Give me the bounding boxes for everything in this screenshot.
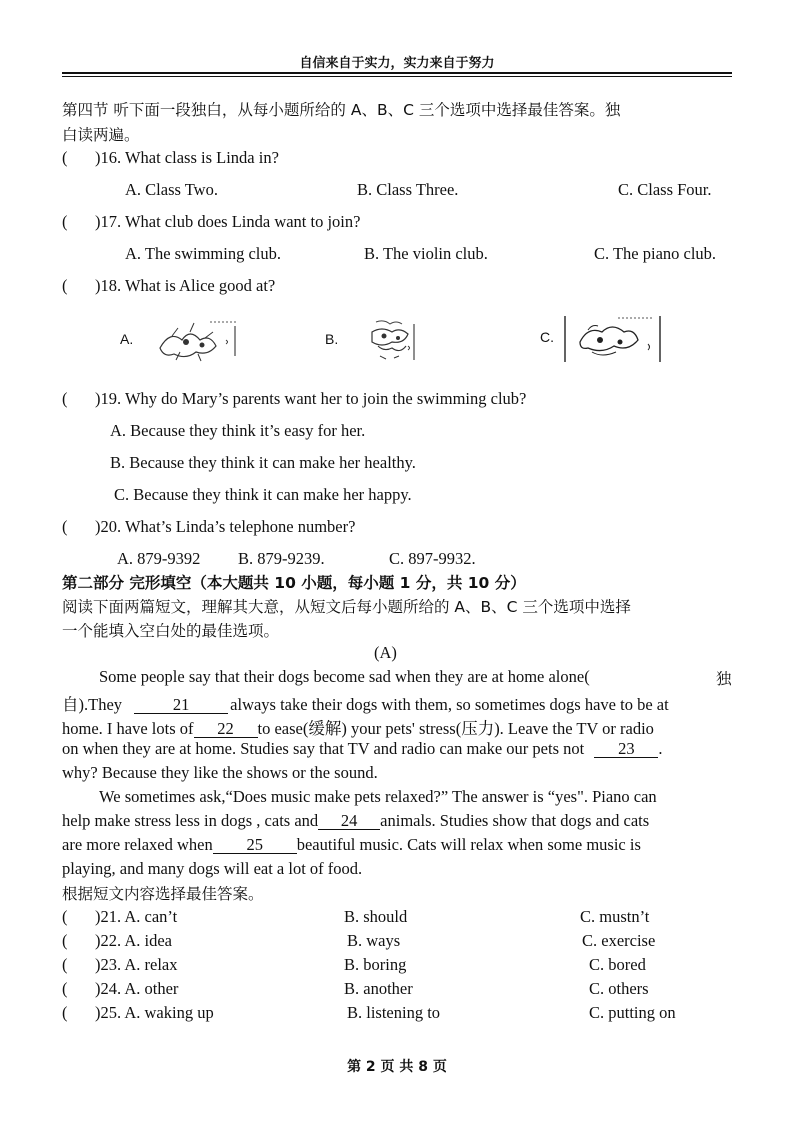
passage-line-2 — [62, 691, 669, 715]
passage-text: 自).They — [62, 695, 123, 714]
q19-option-c: C. Because they think it can make her happy. — [114, 485, 412, 504]
cloze-25-option-a: )25. A. waking up — [95, 1003, 214, 1022]
part2-instruction-line2: 一个能填入空白处的最佳选项。 — [62, 622, 280, 640]
q18-option-b-drawing-image — [358, 316, 428, 364]
q18-option-c-drawing-image — [562, 312, 665, 366]
part2-instruction-line1: 阅读下面两篇短文，理解其大意，从短文后每小题所给的 A、B、C 三个选项中选择 — [62, 598, 631, 616]
passage-cn-word: 独 — [716, 670, 732, 688]
cloze-25-paren: ( — [62, 1003, 68, 1022]
cloze-24-option-a: )24. A. other — [95, 979, 179, 998]
header-rule-thick — [62, 72, 732, 74]
q19-paren: ( — [62, 389, 68, 408]
passage-text: . — [658, 739, 663, 758]
cloze-25-option-b: B. listening to — [347, 1003, 441, 1022]
passage-line-5: why? Because they like the shows or the sound. — [62, 763, 378, 782]
passage-text: animals. Studies show that dogs and cats — [380, 811, 650, 830]
cloze-blank-25: 25 — [213, 836, 297, 854]
cloze-23-option-b: B. boring — [344, 955, 407, 974]
q20-option-a: A. 879-9392 — [117, 549, 201, 568]
cloze-blank-22: 22 — [194, 720, 258, 738]
q18-paren: ( — [62, 276, 68, 295]
section4-instruction-line1: 第四节 听下面一段独白，从每小题所给的 A、B、C 三个选项中选择最佳答案。独 — [62, 101, 621, 119]
cloze-25-option-c: C. putting on — [589, 1003, 676, 1022]
cloze-blank-24: 24 — [318, 812, 380, 830]
q16-option-b: B. Class Three. — [357, 180, 459, 199]
passage-label: (A) — [374, 643, 397, 662]
q20-paren: ( — [62, 517, 68, 536]
passage-line-9: playing, and many dogs will eat a lot of food. — [62, 859, 363, 878]
q17-option-a: A. The swimming club. — [125, 244, 281, 263]
q17-question: )17. What club does Linda want to join? — [95, 212, 361, 231]
passage-line-4 — [62, 739, 662, 759]
q19-option-b: B. Because they think it can make her healthy. — [110, 453, 416, 472]
passage-text: always take their dogs with them, so sometimes dogs have to be at — [230, 695, 669, 714]
cloze-21-option-a: )21. A. can’t — [95, 907, 178, 926]
header-rule-thin — [62, 76, 732, 77]
passage-text: to ease(缓解) your pets' stress(压力). Leave the TV or radio — [257, 719, 654, 738]
q18-option-a-drawing-image — [150, 318, 245, 364]
cloze-blank-21: 21 — [134, 696, 228, 714]
cloze-23-option-a: )23. A. relax — [95, 955, 178, 974]
cloze-24-option-c: C. others — [589, 979, 649, 998]
cloze-21-option-b: B. should — [344, 907, 408, 926]
passage-text: on when they are at home. Studies say that TV and radio can make our pets not — [62, 739, 585, 758]
cloze-23-paren: ( — [62, 955, 68, 974]
q18-option-b-label: B. — [325, 331, 339, 347]
passage-line-3 — [62, 715, 654, 739]
q18-option-c-label: C. — [540, 329, 554, 345]
choose-instruction: 根据短文内容选择最佳答案。 — [62, 885, 264, 903]
passage-line-6: We sometimes ask,“Does music make pets relaxed?” The answer is “yes". Piano can — [99, 787, 657, 806]
page-header-motto: 自信来自于实力，实力来自于努力 — [299, 56, 495, 71]
q17-paren: ( — [62, 212, 68, 231]
q20-option-c: C. 897-9932. — [389, 549, 476, 568]
cloze-22-option-c: C. exercise — [582, 931, 656, 950]
q16-paren: ( — [62, 148, 68, 167]
passage-text: home. I have lots of — [62, 719, 194, 738]
cloze-21-paren: ( — [62, 907, 68, 926]
q16-option-a: A. Class Two. — [125, 180, 218, 199]
page-number-footer: 第 2 页 共 8 页 — [347, 1059, 447, 1075]
q16-question: )16. What class is Linda in? — [95, 148, 279, 167]
cloze-21-option-c: C. mustn’t — [580, 907, 650, 926]
q18-option-a-label: A. — [120, 331, 134, 347]
q16-option-c: C. Class Four. — [618, 180, 712, 199]
passage-line-1 — [99, 667, 590, 687]
q20-option-b: B. 879-9239. — [238, 549, 325, 568]
cloze-22-option-a: )22. A. idea — [95, 931, 172, 950]
cloze-22-paren: ( — [62, 931, 68, 950]
passage-text: are more relaxed when — [62, 835, 213, 854]
q17-option-b: B. The violin club. — [364, 244, 488, 263]
cloze-24-option-b: B. another — [344, 979, 413, 998]
cloze-blank-23: 23 — [594, 740, 658, 758]
q17-option-c: C. The piano club. — [594, 244, 717, 263]
passage-text: help make stress less in dogs , cats and — [62, 811, 319, 830]
cloze-23-option-c: C. bored — [589, 955, 646, 974]
cloze-22-option-b: B. ways — [347, 931, 401, 950]
q18-question: )18. What is Alice good at? — [95, 276, 276, 295]
q19-option-a: A. Because they think it’s easy for her. — [110, 421, 366, 440]
passage-line-8 — [62, 835, 641, 855]
q20-question: )20. What’s Linda’s telephone number? — [95, 517, 356, 536]
passage-text: beautiful music. Cats will relax when some music is — [296, 835, 641, 854]
q19-question: )19. Why do Mary’s parents want her to join the swimming club? — [95, 389, 527, 408]
passage-line-7 — [62, 811, 649, 831]
part2-title: 第二部分 完形填空（本大题共 10 小题，每小题 1 分，共 10 分） — [62, 574, 526, 592]
passage-text: Some people say that their dogs become sad when they are at home alone( — [99, 667, 590, 686]
section4-instruction-line2: 白读两遍。 — [62, 126, 140, 144]
cloze-24-paren: ( — [62, 979, 68, 998]
